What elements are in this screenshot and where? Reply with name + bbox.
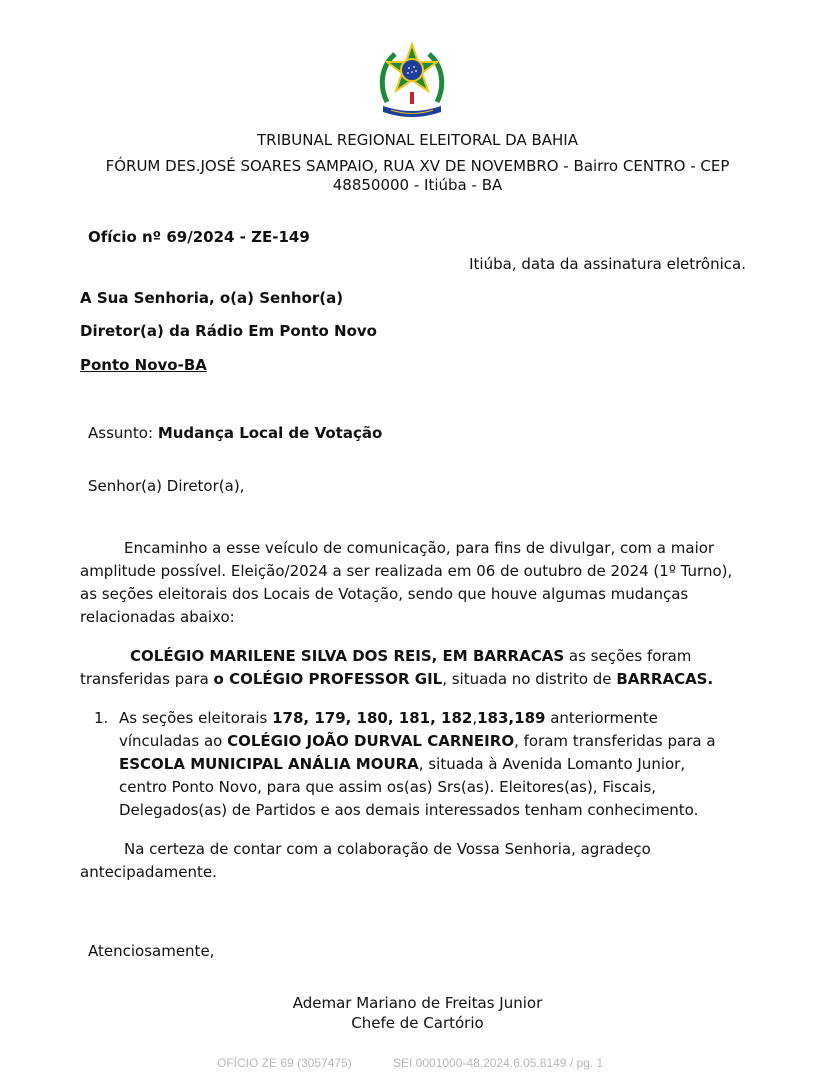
letter-number: Ofício nº 69/2024 - ZE-149	[88, 228, 310, 246]
paragraph-2-line-2: transferidas para o COLÉGIO PROFESSOR GIL, situada no distrito de BARRACAS.	[80, 670, 714, 688]
list-marker: 1.	[94, 709, 109, 727]
school-from: COLÉGIO MARILENE SILVA DOS REIS, EM BARRACAS	[130, 647, 565, 665]
paragraph-1-line-3: as seções eleitorais dos Locais de Votação, sendo que houve algumas mudanças	[80, 585, 689, 603]
sections-a: 178, 179, 180, 181, 182	[272, 709, 473, 727]
footer-sei-ref: SEI 0001000-48.2024.6.05.8149 / pg. 1	[393, 1056, 604, 1070]
list-item-line-2: vínculadas ao COLÉGIO JOÃO DURVAL CARNEIRO, foram transferidas para a	[119, 732, 716, 750]
paragraph-1-line-4: relacionadas abaixo:	[80, 608, 235, 626]
signer-role: Chefe de Cartório	[351, 1014, 484, 1032]
address-line-2: 48850000 - Itiúba - BA	[332, 176, 503, 194]
subject-label: Assunto:	[88, 424, 154, 442]
place-date: Itiúba, data da assinatura eletrônica.	[469, 255, 746, 273]
paragraph-2-line-1: COLÉGIO MARILENE SILVA DOS REIS, EM BARRACAS as seções foram	[130, 647, 692, 665]
address-line-1: FÓRUM DES.JOSÉ SOARES SAMPAIO, RUA XV DE NOVEMBRO - Bairro CENTRO - CEP	[105, 157, 730, 175]
list-item-line-5: Delegados(as) de Partidos e aos demais interessados tenham conhecimento.	[119, 801, 699, 819]
subject-line	[88, 424, 382, 442]
coat-of-arms-emblem	[377, 40, 447, 120]
recipient-line-3: Ponto Novo-BA	[80, 356, 207, 374]
recipient-line-2: Diretor(a) da Rádio Em Ponto Novo	[80, 322, 377, 340]
footer-doc-ref: OFÍCIO ZE 69 (3057475)	[217, 1056, 352, 1070]
school-to: o COLÉGIO PROFESSOR GIL	[213, 670, 443, 688]
paragraph-1-line-1: Encaminho a esse veículo de comunicação, para fins de divulgar, com a maior	[124, 539, 715, 557]
paragraph-1-line-2: amplitude possível. Eleição/2024 a ser realizada em 06 de outubro de 2024 (1º Turno),	[80, 562, 733, 580]
recipient-line-1: A Sua Senhoria, o(a) Senhor(a)	[80, 289, 344, 307]
district: BARRACAS.	[616, 670, 714, 688]
closing-salutation: Atenciosamente,	[88, 942, 215, 960]
organization-name: TRIBUNAL REGIONAL ELEITORAL DA BAHIA	[257, 131, 578, 149]
list-item-line-4: centro Ponto Novo, para que assim os(as) Srs(as). Eleitores(as), Fiscais,	[119, 778, 657, 796]
sections-b: 183,189	[477, 709, 546, 727]
closing-paragraph-line-2: antecipadamente.	[80, 863, 217, 881]
salutation: Senhor(a) Diretor(a),	[88, 477, 245, 495]
subject-text: Mudança Local de Votação	[157, 424, 383, 442]
closing-paragraph-line-1: Na certeza de contar com a colaboração de Vossa Senhoria, agradeço	[124, 840, 651, 858]
list-item-line-1: As seções eleitorais 178, 179, 180, 181, 182,183,189 anteriormente	[119, 709, 658, 727]
list-school-from: COLÉGIO JOÃO DURVAL CARNEIRO	[227, 732, 515, 750]
signer-name: Ademar Mariano de Freitas Junior	[292, 994, 543, 1012]
list-item-line-3: ESCOLA MUNICIPAL ANÁLIA MOURA, situada à Avenida Lomanto Junior,	[119, 755, 686, 773]
list-school-to: ESCOLA MUNICIPAL ANÁLIA MOURA	[119, 755, 419, 773]
